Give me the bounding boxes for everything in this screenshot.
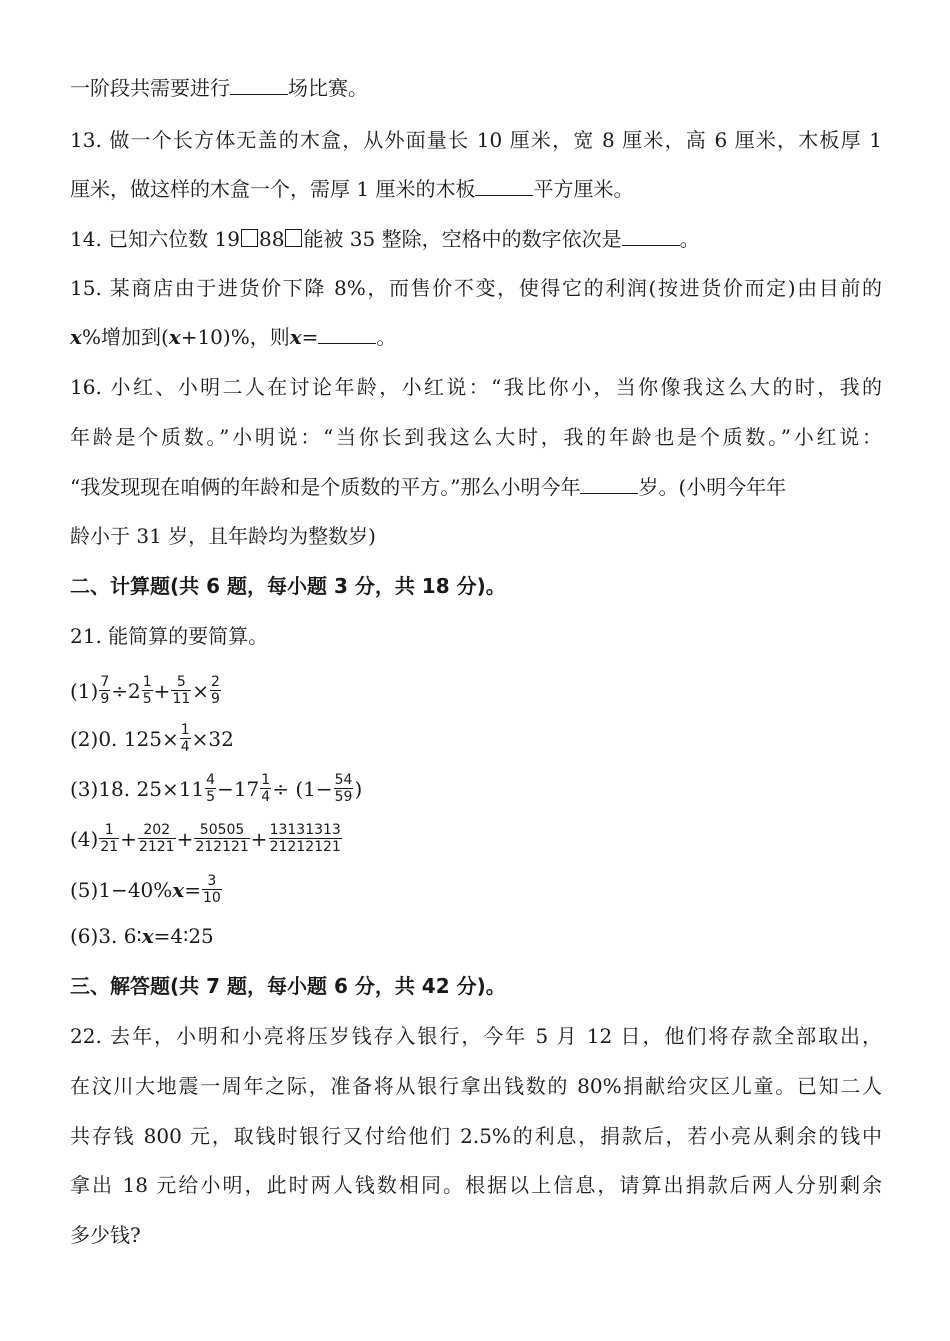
- denominator: 212121: [195, 839, 249, 855]
- denominator: 9: [211, 691, 220, 707]
- question-13-line-2: [70, 175, 882, 203]
- question-22-line-1: 22. 去年，小明和小亮将压岁钱存入银行，今年 5 月 12 日，他们将存款全部取出，: [70, 1024, 882, 1048]
- question-22-line-2: 在汶川大地震一周年之际，准备将从银行拿出钱数的 80%捐献给灾区儿童。已知二人: [70, 1074, 882, 1098]
- problem-1: [70, 674, 882, 707]
- problem-5: [70, 873, 882, 906]
- operator: ÷ (1−: [272, 776, 333, 801]
- text: 厘米，做这样的木盒一个，需厚 1 厘米的木板: [70, 177, 476, 201]
- numerator: 202: [138, 822, 176, 839]
- fraction: [210, 674, 221, 707]
- numerator: 1: [180, 722, 190, 738]
- fraction: [194, 822, 249, 855]
- answer-blank[interactable]: [622, 227, 680, 246]
- question-22-line-5: 多少钱?: [70, 1223, 141, 1247]
- digit-box: [241, 229, 258, 247]
- operator: +: [176, 826, 194, 851]
- fraction: [142, 674, 153, 707]
- problem-2: [70, 722, 882, 755]
- problem-6: [70, 922, 882, 950]
- text: 88: [258, 227, 285, 251]
- operator: +: [120, 826, 137, 851]
- operator: ÷2: [111, 678, 141, 703]
- numerator: 5: [171, 674, 191, 691]
- denominator: 5: [206, 789, 216, 805]
- question-16-line-1: 16. 小红、小明二人在讨论年龄，小红说：“我比你小，当你像我这么大的时，我的: [70, 375, 882, 399]
- numerator: 7: [100, 674, 110, 690]
- numerator: 1: [142, 674, 152, 690]
- denominator: 21212121: [269, 839, 341, 855]
- problem-label: (6)3. 6∶: [70, 924, 142, 948]
- numerator: 4: [206, 772, 216, 788]
- denominator: 11: [172, 691, 191, 707]
- denominator: 4: [261, 789, 271, 805]
- variable-x: x: [70, 325, 82, 349]
- numerator: 1: [99, 822, 119, 839]
- operator: −17: [217, 776, 260, 801]
- fraction: [99, 674, 110, 707]
- text: 。: [376, 325, 397, 349]
- text: 场比赛。: [288, 76, 368, 100]
- problem-label: (3)18. 25×11: [70, 776, 205, 801]
- question-16-line-2: 年龄是个质数。”小明说：“当你长到我这么大时，我的年龄也是个质数。”小红说：: [70, 425, 882, 449]
- denominator: 59: [334, 789, 353, 805]
- question-16-line-4: 龄小于 31 岁，且年龄均为整数岁): [70, 524, 376, 548]
- numerator: 3: [202, 873, 222, 890]
- denominator: 21: [100, 839, 119, 855]
- problem-label: (2)0. 125×: [70, 726, 179, 751]
- numerator: 2: [211, 674, 220, 690]
- problem-label: (1): [70, 678, 99, 703]
- numerator: 50505: [194, 822, 249, 839]
- fraction: [171, 674, 191, 707]
- fraction: [205, 772, 216, 805]
- text: =: [301, 325, 319, 349]
- text: “我发现现在咱俩的年龄和是个质数的平方。”那么小明今年: [70, 475, 581, 499]
- denominator: 5: [142, 691, 152, 707]
- question-22-line-3: 共存钱 800 元，取钱时银行又付给他们 2.5%的利息，捐款后，若小亮从剩余的钱中: [70, 1124, 882, 1148]
- question-14: [70, 225, 882, 253]
- answer-blank[interactable]: [318, 325, 376, 344]
- denominator: 4: [180, 739, 190, 755]
- text-line: [70, 74, 882, 102]
- section-3-title: 三、解答题(共 7 题，每小题 6 分，共 42 分)。: [70, 974, 506, 998]
- operator: +: [250, 826, 268, 851]
- variable-x: x: [172, 877, 185, 902]
- text: 。: [679, 227, 700, 251]
- problem-4: [70, 822, 882, 855]
- numerator: 13131313: [269, 822, 341, 838]
- text: 14. 已知六位数 19: [70, 227, 240, 251]
- fraction: [334, 772, 354, 805]
- answer-blank[interactable]: [230, 76, 288, 95]
- question-15-line-2: [70, 323, 882, 351]
- answer-blank[interactable]: [580, 475, 638, 494]
- problem-label: (4): [70, 826, 99, 851]
- question-15-line-1: 15. 某商店由于进货价下降 8%，而售价不变，使得它的利润(按进货价而定)由目前的: [70, 276, 882, 300]
- numerator: 1: [261, 772, 271, 788]
- question-13-line-1: 13. 做一个长方体无盖的木盒，从外面量长 10 厘米，宽 8 厘米，高 6 厘米，木板厚 1: [70, 128, 882, 152]
- question-21: 21. 能简算的要简算。: [70, 624, 269, 648]
- problem-label: (5)1−40%: [70, 877, 173, 902]
- question-22-line-4: 拿出 18 元给小明，此时两人钱数相同。根据以上信息，请算出捐款后两人分别剩余: [70, 1173, 882, 1197]
- fraction: [202, 873, 222, 906]
- denominator: 9: [100, 691, 110, 707]
- denominator: 2121: [138, 839, 175, 855]
- text: 岁。(小明今年年: [638, 475, 787, 499]
- operator: +: [153, 678, 171, 703]
- denominator: 10: [202, 890, 221, 906]
- question-16-line-3: [70, 473, 882, 501]
- variable-x: x: [141, 924, 154, 948]
- problem-3: [70, 772, 882, 805]
- fraction: [180, 722, 191, 755]
- expression-tail: ): [354, 776, 363, 801]
- operator: =: [184, 877, 201, 902]
- fraction: [260, 772, 271, 805]
- fraction: [138, 822, 176, 855]
- digit-box: [285, 229, 302, 247]
- text: 平方厘米。: [533, 177, 634, 201]
- expression-tail: =4∶25: [153, 924, 214, 948]
- fraction: [99, 822, 119, 855]
- operator: ×: [192, 678, 210, 703]
- text: 一阶段共需要进行: [70, 76, 230, 100]
- expression-tail: ×32: [191, 726, 234, 751]
- text: %增加到(: [81, 325, 169, 349]
- text: +10)%，则: [180, 325, 290, 349]
- variable-x: x: [168, 325, 181, 349]
- text: 能被 35 整除，空格中的数字依次是: [303, 227, 622, 251]
- answer-blank[interactable]: [475, 177, 533, 196]
- variable-x: x: [289, 325, 302, 349]
- numerator: 54: [334, 772, 353, 788]
- section-2-title: 二、计算题(共 6 题，每小题 3 分，共 18 分)。: [70, 574, 506, 598]
- fraction: [269, 822, 342, 855]
